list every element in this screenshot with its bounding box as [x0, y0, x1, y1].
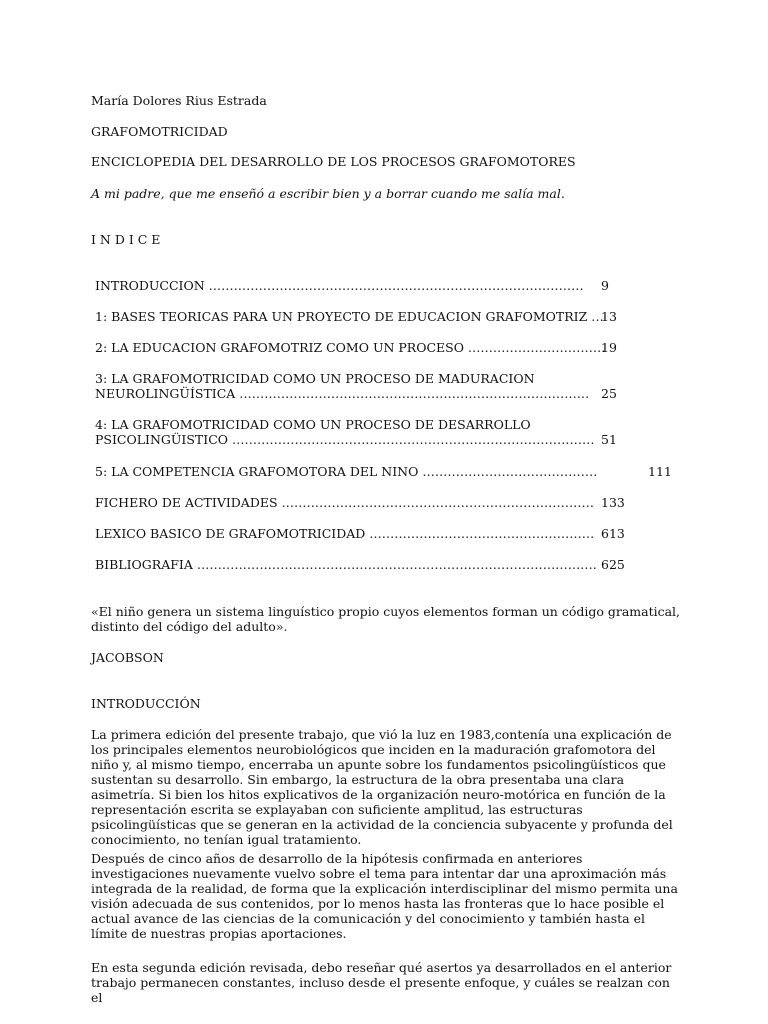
book-title: GRAFOMOTRICIDAD — [91, 124, 228, 139]
toc-entry-label: 2: LA EDUCACION GRAFOMOTRIZ COMO UN PROCESO …………………………… — [95, 340, 606, 355]
toc-page-number: 25 — [601, 386, 617, 401]
toc-entry-continuation — [95, 432, 635, 447]
toc-page-number: 613 — [601, 526, 625, 541]
toc-entry — [95, 340, 635, 355]
epigraph-quote-line: «El niño genera un sistema linguístico propio cuyos elementos forman un código gramatical, — [91, 604, 681, 619]
toc-entry-label: 4: LA GRAFOMOTRICIDAD COMO UN PROCESO DE DESARROLLO — [95, 417, 531, 432]
index-heading: I N D I C E — [91, 232, 161, 247]
toc-entry-label: LEXICO BASICO DE GRAFOMOTRICIDAD ……………………………………………… — [95, 526, 595, 541]
body-paragraph: En esta segunda edición revisada, debo reseñar qué asertos ya desarrollados en el anterior trabajo permanecen constantes, incluso desde el presente enfoque, y cuáles se realzan con el — [91, 960, 672, 1005]
toc-entry-label: INTRODUCCION ……………………………………………………………………………… — [95, 278, 584, 293]
toc-entry-label: NEUROLINGÜÍSTICA ………………………………………………………………………… — [95, 386, 590, 401]
section-heading: INTRODUCCIÓN — [91, 696, 201, 711]
toc-entry — [95, 526, 635, 541]
body-paragraph: Después de cinco años de desarrollo de la hipótesis confirmada en anteriores investigaciones nuevamente vuelvo sobre el tema para intentar dar una aproximación más integrada de la realidad, de forma que la explicación interdisciplinar del mismo permita una visión adecuada de sus contenidos, por lo menos hasta las fronteras que lo hace posible el actual avance de las ciencias de la comunicación y del conocimiento y también hasta el límite de nuestras propias aportaciones. — [91, 851, 678, 941]
toc-entry — [95, 278, 635, 293]
toc-entry-label: PSICOLINGÜISTICO …………………………………………………………………………… — [95, 432, 595, 447]
epigraph-author: JACOBSON — [91, 650, 164, 665]
toc-page-number: 625 — [601, 557, 625, 572]
book-subtitle: ENCICLOPEDIA DEL DESARROLLO DE LOS PROCESOS GRAFOMOTORES — [91, 154, 576, 169]
dedication: A mi padre, que me enseñó a escribir bien y a borrar cuando me salía mal. — [91, 186, 565, 201]
toc-entry — [95, 495, 635, 510]
toc-entry — [95, 557, 635, 572]
toc-page-number: 111 — [648, 464, 672, 479]
toc-entry — [95, 417, 635, 432]
toc-page-number: 133 — [601, 495, 625, 510]
body-paragraph: La primera edición del presente trabajo, que vió la luz en 1983,contenía una explicación de los principales elementos neurobiológicos que inciden en la maduración grafomotora del niño y, al mismo tiempo, encerraba un apunte sobre los fundamentos psicolingüísticos que sustentan su desarrollo. Sin embargo, la estructura de la obra presentaba una clara asimetría. Si bien los hitos explicativos de la organización neuro-motórica en función de la representación escrita se explayaban con suficiente amplitud, las estructuras psicolingüísticas que se generan en la actividad de la conciencia subyacente y profunda del conocimiento, no tenían igual tratamiento. — [91, 727, 673, 847]
toc-entry-continuation — [95, 386, 635, 401]
toc-page-number: 13 — [601, 309, 617, 324]
toc-entry — [95, 371, 635, 386]
author-name: María Dolores Rius Estrada — [91, 93, 267, 108]
epigraph-quote-line: distinto del código del adulto». — [91, 619, 288, 634]
toc-entry-label: FICHERO DE ACTIVIDADES ………………………………………………………………… — [95, 495, 595, 510]
toc-entry — [95, 309, 635, 324]
toc-entry-label: 1: BASES TEORICAS PARA UN PROYECTO DE EDUCACION GRAFOMOTRIZ … — [95, 309, 604, 324]
toc-entry-label: 5: LA COMPETENCIA GRAFOMOTORA DEL NINO …………………………………… — [95, 464, 598, 479]
toc-page-number: 19 — [601, 340, 617, 355]
toc-entry — [95, 464, 635, 479]
toc-page-number: 51 — [601, 432, 617, 447]
toc-entry-label: BIBLIOGRAFIA …………………………………………………………………………………… — [95, 557, 597, 572]
toc-page-number: 9 — [601, 278, 609, 293]
toc-entry-label: 3: LA GRAFOMOTRICIDAD COMO UN PROCESO DE MADURACION — [95, 371, 535, 386]
